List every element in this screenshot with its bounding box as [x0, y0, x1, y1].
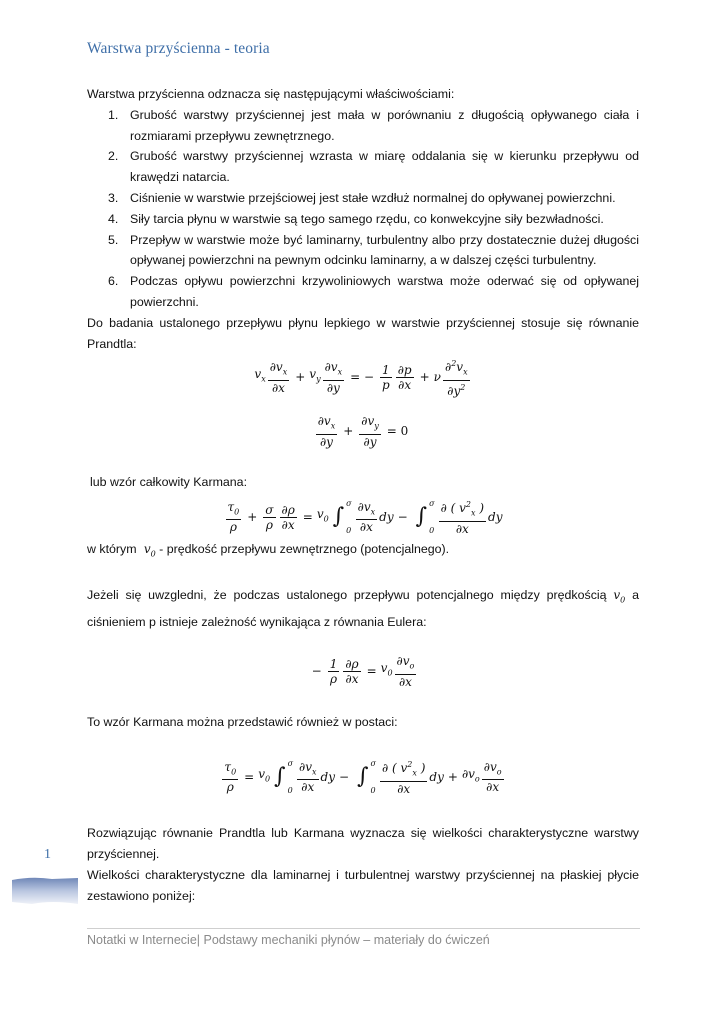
list-item: 3. Ciśnienie w warstwie przejściowej jest stałe wzdłuż normalnej do opływanej powierzchni.: [108, 190, 616, 205]
karman-equation: $\frac{\tau_0}{\rho}$ + $\frac{\sigma}{\rho}$ $\frac{\partial\rho}{\partial x}$ = $v_0$ ∫ σ 0 $\frac{\partial v_x}{\partial x}$ dy − ∫ σ 0 $\frac{\partial ( v^2_x )}{\partial x}$ dy: [227, 499, 503, 536]
continuity-equation: $\frac{\partial v_x}{\partial y}$ + $\frac{\partial v_y}{\partial y}$ = 0: [317, 414, 409, 449]
list-item: 4. Siły tarcia płynu w warstwie są tego samego rzędu, co konwekcyjne siły bezwładności.: [108, 211, 604, 226]
karman-alt-equation: $\frac{\tau_0}{\rho}$ = $v_0$ ∫ σ 0 $\frac{\partial v_x}{\partial x}$ dy − ∫ σ 0 $\frac{\partial ( v^2_x )}{\partial x}$ dy + $\partial v_o$ $\frac{\partial v_o}{\partial x}$: [224, 759, 502, 796]
page-decoration-icon: [12, 876, 78, 906]
list-item: 6. Podczas opływu powierzchni krzywoliniowych warstwa może oderwać się od opływanej powierzchni.: [108, 274, 639, 309]
document-body: [87, 84, 639, 906]
footer-divider: [87, 928, 640, 929]
page-number: 1: [44, 847, 51, 862]
properties-list: [87, 105, 639, 313]
page-header-title: Warstwa przyścienna - teoria: [87, 40, 270, 57]
list-item: 5. Przepływ w warstwie może być laminarny, turbulentny albo przy dostatecznie dużej długości opływanej powierzchni na pewnym odcinku laminarny, a w dalszej części turbulentny.: [108, 232, 639, 268]
karman-intro: lub wzór całkowity Karmana:: [90, 475, 248, 490]
page-footer: Notatki w Internecie| Podstawy mechaniki płynów – materiały do ćwiczeń: [87, 933, 490, 947]
euler-equation: − $\frac{1}{\rho}$ $\frac{\partial\rho}{\partial x}$ = $v_0$ $\frac{\partial v_o}{\partial x}$: [311, 654, 415, 689]
solving-paragraph: Rozwiązując równanie Prandtla lub Karmana wyznacza się wielkości charakterystyczne warstwy przyściennej.: [87, 826, 639, 861]
characteristic-paragraph: Wielkości charakterystyczne dla laminarnej i turbulentnej warstwy przyściennej na płaskiej płycie zestawiono poniżej:: [87, 867, 639, 903]
list-item: 1. Grubość warstwy przyściennej jest mała w porównaniu z długością opływanego ciała i rozmiarami przepływu zewnętrznego.: [108, 107, 639, 143]
euler-intro: Jeżeli się uwzgledni, że podczas ustalonego przepływu potencjalnego między prędkością $v_0$ a ciśnieniem p istnieje zależność wynikająca z równania Eulera:: [87, 588, 639, 629]
prandtl-equation: $v_x$ $\frac{\partial v_x}{\partial x}$ + $v_y$ $\frac{\partial v_x}{\partial y}$ = − $\frac{1}{p}$ $\frac{\partial p}{\partial x}$ + ν $\frac{\partial^2v_x}{\partial y^2}$: [254, 359, 468, 398]
intro-paragraph: Warstwa przyścienna odznacza się następującymi właściwościami:: [87, 87, 455, 101]
karman-alt-intro: To wzór Karmana można przedstawić również w postaci:: [87, 715, 398, 730]
list-item: 2. Grubość warstwy przyściennej wzrasta w miarę oddalania się w kierunku przepływu od krawędzi natarcia.: [108, 149, 639, 185]
prandtl-intro: Do badania ustalonego przepływu płynu lepkiego w warstwie przyściennej stosuje się równanie Prandtla:: [87, 315, 639, 351]
v0-definition: w którym $v_0$ - prędkość przepływu zewnętrznego (potencjalnego).: [87, 542, 450, 559]
